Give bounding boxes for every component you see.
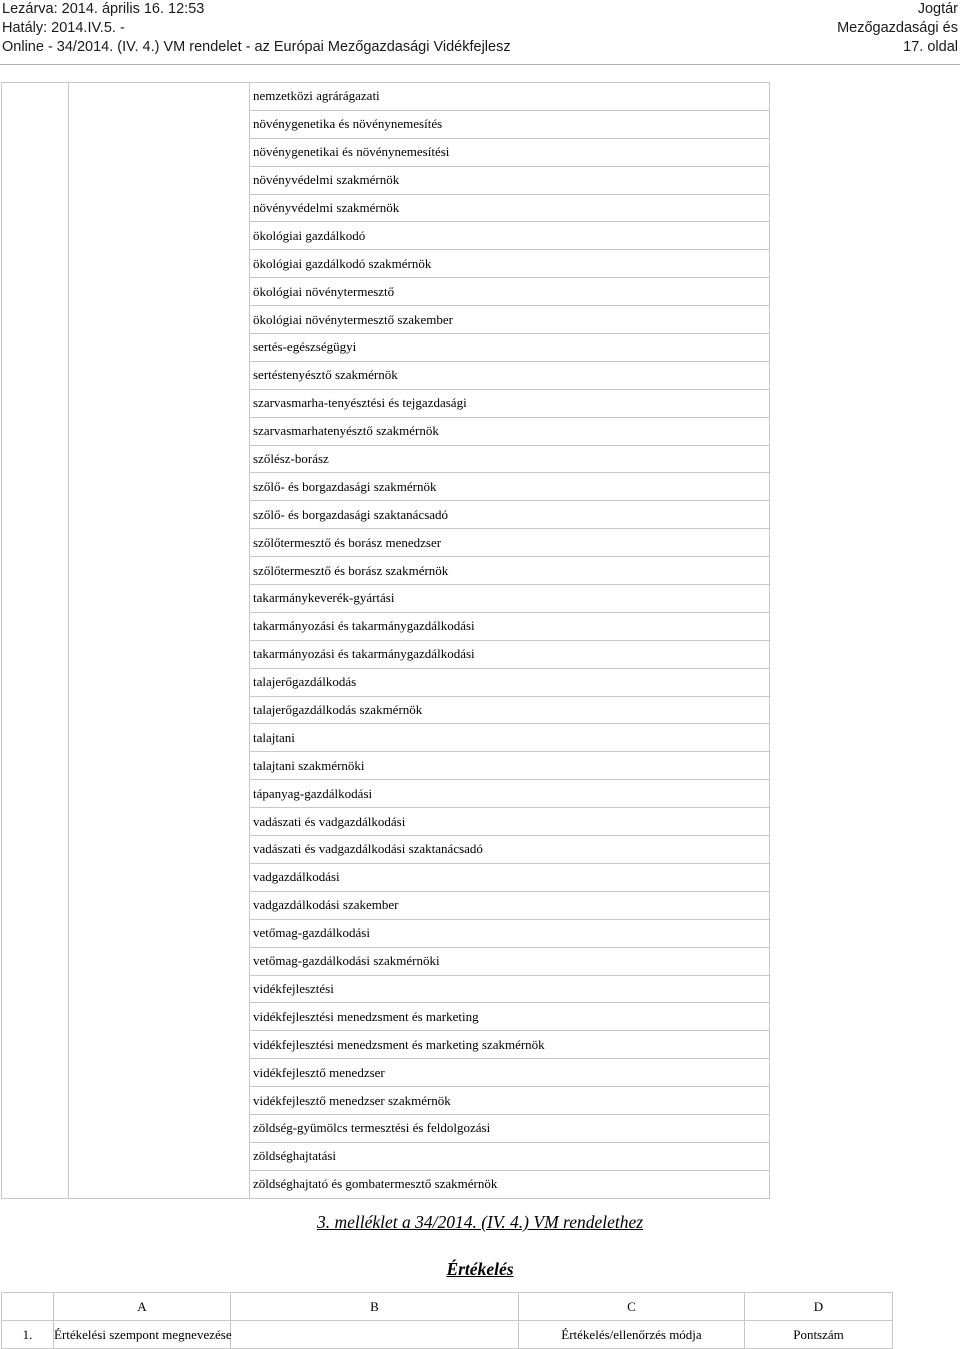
table-row xyxy=(2,891,770,919)
table-row xyxy=(2,361,770,389)
specialization-name: vidékfejlesztési menedzsment és marketing xyxy=(250,1003,770,1031)
blank-cell-1 xyxy=(2,138,69,166)
header-publisher: Jogtár xyxy=(917,1,958,17)
blank-cell-2 xyxy=(69,278,250,306)
eval-header-col-b: B xyxy=(231,1293,519,1321)
table-row xyxy=(2,1031,770,1059)
specialization-name: vetőmag-gazdálkodási xyxy=(250,919,770,947)
specialization-name: vidékfejlesztési xyxy=(250,975,770,1003)
blank-cell-1 xyxy=(2,110,69,138)
eval-criterion-blank xyxy=(231,1321,519,1349)
blank-cell-1 xyxy=(2,1114,69,1142)
table-row xyxy=(2,863,770,891)
blank-cell-1 xyxy=(2,724,69,752)
blank-cell-2 xyxy=(69,1003,250,1031)
table-row xyxy=(2,194,770,222)
blank-cell-2 xyxy=(69,1059,250,1087)
table-row xyxy=(2,445,770,473)
table-row xyxy=(2,222,770,250)
header-document-title: Online - 34/2014. (IV. 4.) VM rendelet - az Európai Mezőgazdasági Vidékfejlesz xyxy=(2,39,511,55)
table-row xyxy=(2,612,770,640)
blank-cell-1 xyxy=(2,640,69,668)
blank-cell-2 xyxy=(69,863,250,891)
table-row xyxy=(2,334,770,362)
table-row xyxy=(2,501,770,529)
blank-cell-1 xyxy=(2,306,69,334)
blank-cell-1 xyxy=(2,334,69,362)
eval-method: Értékelés/ellenőrzés módja xyxy=(519,1321,745,1349)
blank-cell-2 xyxy=(69,724,250,752)
header-left xyxy=(2,0,511,57)
blank-cell-2 xyxy=(69,194,250,222)
table-row xyxy=(2,780,770,808)
specialization-name: talajerőgazdálkodás szakmérnök xyxy=(250,696,770,724)
blank-cell-2 xyxy=(69,1031,250,1059)
specialization-name: növényvédelmi szakmérnök xyxy=(250,166,770,194)
blank-cell-1 xyxy=(2,529,69,557)
header-divider xyxy=(0,64,960,65)
table-row xyxy=(2,1170,770,1198)
blank-cell-2 xyxy=(69,752,250,780)
specialization-name: növénygenetikai és növénynemesítési xyxy=(250,138,770,166)
table-row xyxy=(2,417,770,445)
specialization-name: növénygenetika és növénynemesítés xyxy=(250,110,770,138)
table-row xyxy=(2,640,770,668)
blank-cell-1 xyxy=(2,557,69,585)
table-row xyxy=(2,306,770,334)
specialization-name: szőlőtermesztő és borász menedzser xyxy=(250,529,770,557)
blank-cell-2 xyxy=(69,919,250,947)
table-row xyxy=(2,1142,770,1170)
blank-cell-1 xyxy=(2,361,69,389)
blank-cell-2 xyxy=(69,334,250,362)
blank-cell-1 xyxy=(2,1170,69,1198)
specialization-name: nemzetközi agrárágazati xyxy=(250,83,770,111)
table-row xyxy=(2,110,770,138)
blank-cell-2 xyxy=(69,640,250,668)
table-row xyxy=(2,808,770,836)
table-row xyxy=(2,389,770,417)
specialization-name: ökológiai növénytermesztő szakember xyxy=(250,306,770,334)
blank-cell-1 xyxy=(2,1031,69,1059)
table-row xyxy=(2,529,770,557)
table-row xyxy=(2,250,770,278)
blank-cell-2 xyxy=(69,222,250,250)
specialization-name: vadgazdálkodási xyxy=(250,863,770,891)
table-row xyxy=(2,585,770,613)
blank-cell-2 xyxy=(69,473,250,501)
header-right xyxy=(837,0,958,57)
table-row xyxy=(2,668,770,696)
evaluation-table xyxy=(1,1292,893,1349)
table-row xyxy=(2,1059,770,1087)
blank-cell-1 xyxy=(2,1059,69,1087)
blank-cell-2 xyxy=(69,696,250,724)
blank-cell-2 xyxy=(69,361,250,389)
table-row xyxy=(2,138,770,166)
blank-cell-1 xyxy=(2,389,69,417)
header-effective-date: Hatály: 2014.IV.5. - xyxy=(2,20,125,36)
blank-cell-1 xyxy=(2,808,69,836)
blank-cell-1 xyxy=(2,919,69,947)
blank-cell-1 xyxy=(2,585,69,613)
table-row xyxy=(2,947,770,975)
blank-cell-2 xyxy=(69,83,250,111)
table-row xyxy=(2,1003,770,1031)
eval-criterion-name: Értékelési szempont megnevezése xyxy=(54,1321,231,1349)
table-row xyxy=(2,278,770,306)
page-header xyxy=(0,0,960,66)
blank-cell-1 xyxy=(2,501,69,529)
specialization-name: vidékfejlesztési menedzsment és marketing szakmérnök xyxy=(250,1031,770,1059)
blank-cell-2 xyxy=(69,668,250,696)
blank-cell-1 xyxy=(2,194,69,222)
eval-row-number: 1. xyxy=(2,1321,54,1349)
blank-cell-1 xyxy=(2,1087,69,1115)
blank-cell-1 xyxy=(2,222,69,250)
blank-cell-1 xyxy=(2,696,69,724)
specialization-name: vadgazdálkodási szakember xyxy=(250,891,770,919)
table-row xyxy=(2,83,770,111)
header-category: Mezőgazdasági és xyxy=(837,20,958,36)
specialization-name: szőlő- és borgazdasági szaktanácsadó xyxy=(250,501,770,529)
table-row xyxy=(2,166,770,194)
specialization-name: sertéstenyésztő szakmérnök xyxy=(250,361,770,389)
annex-title: 3. melléklet a 34/2014. (IV. 4.) VM rendelethez xyxy=(316,1212,644,1232)
table-row xyxy=(2,1114,770,1142)
blank-cell-1 xyxy=(2,752,69,780)
eval-header-col-c: C xyxy=(519,1293,745,1321)
table-row xyxy=(2,836,770,864)
table-row xyxy=(2,919,770,947)
eval-header-col-d: D xyxy=(745,1293,893,1321)
blank-cell-1 xyxy=(2,83,69,111)
specialization-name: ökológiai gazdálkodó xyxy=(250,222,770,250)
blank-cell-1 xyxy=(2,278,69,306)
specialization-name: ökológiai gazdálkodó szakmérnök xyxy=(250,250,770,278)
blank-cell-1 xyxy=(2,473,69,501)
header-page-number: 17. oldal xyxy=(903,39,958,55)
specialization-name: talajtani szakmérnöki xyxy=(250,752,770,780)
specialization-name: takarmányozási és takarmánygazdálkodási xyxy=(250,612,770,640)
specialization-name: vadászati és vadgazdálkodási xyxy=(250,808,770,836)
specialization-name: sertés-egészségügyi xyxy=(250,334,770,362)
specialization-name: vidékfejlesztő menedzser xyxy=(250,1059,770,1087)
table-row xyxy=(2,1087,770,1115)
specialization-name: ökológiai növénytermesztő xyxy=(250,278,770,306)
blank-cell-2 xyxy=(69,612,250,640)
header-closed-date: Lezárva: 2014. április 16. 12:53 xyxy=(2,1,205,17)
blank-cell-2 xyxy=(69,947,250,975)
blank-cell-1 xyxy=(2,250,69,278)
blank-cell-1 xyxy=(2,445,69,473)
specialization-name: zöldséghajtató és gombatermesztő szakmérnök xyxy=(250,1170,770,1198)
specialization-name: növényvédelmi szakmérnök xyxy=(250,194,770,222)
eval-header-col-a: A xyxy=(54,1293,231,1321)
blank-cell-2 xyxy=(69,975,250,1003)
table-row xyxy=(2,557,770,585)
blank-cell-2 xyxy=(69,501,250,529)
blank-cell-2 xyxy=(69,780,250,808)
specialization-name: zöldséghajtatási xyxy=(250,1142,770,1170)
section-title: Értékelés xyxy=(446,1259,514,1279)
blank-cell-2 xyxy=(69,808,250,836)
table-row xyxy=(2,696,770,724)
eval-score: Pontszám xyxy=(745,1321,893,1349)
specialization-name: talajerőgazdálkodás xyxy=(250,668,770,696)
blank-cell-2 xyxy=(69,836,250,864)
table-row xyxy=(2,752,770,780)
blank-cell-1 xyxy=(2,166,69,194)
blank-cell-1 xyxy=(2,417,69,445)
blank-cell-1 xyxy=(2,1142,69,1170)
blank-cell-2 xyxy=(69,1087,250,1115)
blank-cell-2 xyxy=(69,417,250,445)
blank-cell-2 xyxy=(69,445,250,473)
blank-cell-2 xyxy=(69,1142,250,1170)
specialization-name: vetőmag-gazdálkodási szakmérnöki xyxy=(250,947,770,975)
specialization-list-table xyxy=(1,82,770,1199)
blank-cell-1 xyxy=(2,975,69,1003)
specialization-name: vidékfejlesztő menedzser szakmérnök xyxy=(250,1087,770,1115)
specialization-name: szarvasmarhatenyésztő szakmérnök xyxy=(250,417,770,445)
blank-cell-1 xyxy=(2,947,69,975)
specialization-name: zöldség-gyümölcs termesztési és feldolgozási xyxy=(250,1114,770,1142)
specialization-name: tápanyag-gazdálkodási xyxy=(250,780,770,808)
blank-cell-1 xyxy=(2,780,69,808)
blank-cell-2 xyxy=(69,585,250,613)
blank-cell-2 xyxy=(69,1114,250,1142)
blank-cell-2 xyxy=(69,529,250,557)
eval-header-blank xyxy=(2,1293,54,1321)
specialization-name: talajtani xyxy=(250,724,770,752)
blank-cell-2 xyxy=(69,166,250,194)
specialization-name: szőlész-borász xyxy=(250,445,770,473)
specialization-name: szarvasmarha-tenyésztési és tejgazdasági xyxy=(250,389,770,417)
table-row xyxy=(2,473,770,501)
blank-cell-1 xyxy=(2,612,69,640)
blank-cell-2 xyxy=(69,138,250,166)
blank-cell-2 xyxy=(69,110,250,138)
blank-cell-2 xyxy=(69,557,250,585)
specialization-name: takarmánykeverék-gyártási xyxy=(250,585,770,613)
table-row xyxy=(2,724,770,752)
blank-cell-1 xyxy=(2,1003,69,1031)
table-row xyxy=(2,975,770,1003)
specialization-name: szőlő- és borgazdasági szakmérnök xyxy=(250,473,770,501)
specialization-name: vadászati és vadgazdálkodási szaktanácsadó xyxy=(250,836,770,864)
blank-cell-2 xyxy=(69,389,250,417)
blank-cell-1 xyxy=(2,836,69,864)
blank-cell-2 xyxy=(69,1170,250,1198)
blank-cell-1 xyxy=(2,863,69,891)
evaluation-header-row xyxy=(2,1293,893,1321)
blank-cell-2 xyxy=(69,306,250,334)
blank-cell-1 xyxy=(2,891,69,919)
evaluation-row-1 xyxy=(2,1321,893,1349)
blank-cell-2 xyxy=(69,891,250,919)
specialization-name: takarmányozási és takarmánygazdálkodási xyxy=(250,640,770,668)
specialization-name: szőlőtermesztő és borász szakmérnök xyxy=(250,557,770,585)
blank-cell-2 xyxy=(69,250,250,278)
blank-cell-1 xyxy=(2,668,69,696)
